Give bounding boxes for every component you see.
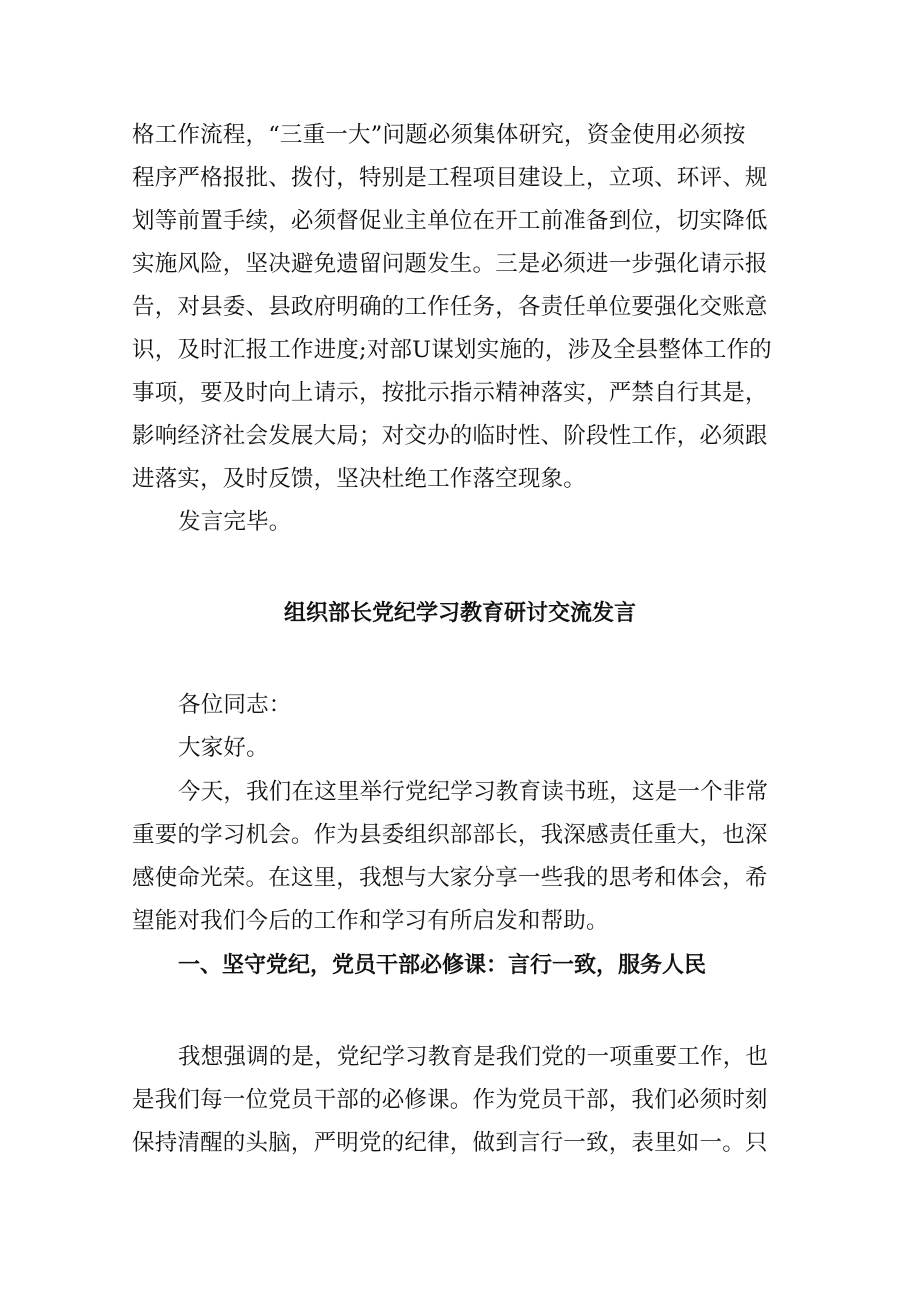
section-heading: 一、坚守党纪，党员干部必修课：言行一致，服务人民 — [178, 953, 707, 978]
paragraph-line: 今天，我们在这里举行党纪学习教育读书班，这是一个非常 — [178, 779, 769, 805]
paragraph-line: 事项，要及时向上请示，按批示指示精神落实，严禁自行其是， — [132, 380, 768, 406]
paragraph-line: 识，及时汇报工作进度;对部U谋划实施的，涉及全县整体工作的 — [132, 337, 772, 363]
paragraph-line: 是我们每一位党员干部的必修课。作为党员干部，我们必须时刻 — [132, 1087, 768, 1113]
paragraph-line: 进落实，及时反馈，坚决杜绝工作落空现象。 — [132, 466, 587, 492]
greeting: 各位同志： — [178, 692, 292, 718]
paragraph-line: 保持清醒的头脑，严明党的纪律，做到言行一致，表里如一。只 — [132, 1130, 768, 1156]
closing-remark: 发言完毕。 — [178, 509, 292, 535]
hello: 大家好。 — [178, 735, 269, 761]
paragraph-line: 实施风险，坚决避免遗留问题发生。三是必须进一步强化请示报 — [132, 251, 768, 277]
paragraph-line: 格工作流程，“三重一大”问题必须集体研究，资金使用必须按 — [132, 122, 746, 148]
paragraph-line: 划等前置手续，必须督促业主单位在开工前准备到位，切实降低 — [132, 208, 768, 234]
paragraph-line: 望能对我们今后的工作和学习有所启发和帮助。 — [132, 908, 609, 934]
paragraph-line: 感使命光荣。在这里，我想与大家分享一些我的思考和体会，希 — [132, 865, 768, 891]
paragraph-line: 重要的学习机会。作为县委组织部部长，我深感责任重大，也深 — [132, 822, 768, 848]
paragraph-line: 告，对县委、县政府明确的工作任务，各责任单位要强化交账意 — [132, 294, 768, 320]
paragraph-line: 程序严格报批、拨付，特别是工程项目建设上，立项、环评、规 — [132, 165, 768, 191]
speech-title: 组织部长党纪学习教育研讨交流发言 — [283, 601, 636, 626]
paragraph-line: 影响经济社会发展大局；对交办的临时性、阶段性工作，必须跟 — [132, 423, 768, 449]
paragraph-line: 我想强调的是，党纪学习教育是我们党的一项重要工作，也 — [178, 1044, 769, 1070]
